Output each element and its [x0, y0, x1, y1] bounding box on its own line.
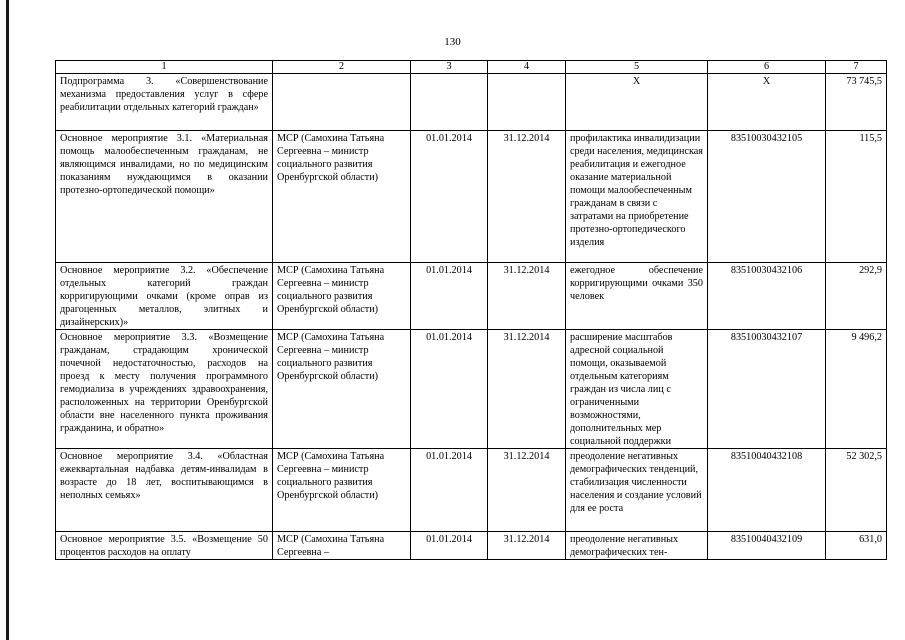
subprogram-row — [56, 74, 887, 131]
activity-budget-code: 83510030432105 — [708, 131, 826, 263]
table-header-row — [56, 61, 887, 74]
activity-executor: МСР (Самохина Татьяна Сергеевна – — [273, 532, 411, 560]
activity-amount: 631,0 — [826, 532, 887, 560]
activity-amount: 9 496,2 — [826, 330, 887, 449]
subprogram-end — [488, 74, 566, 131]
activity-name: Основное мероприятие 3.2. «Обеспечение отдельных категорий граждан корригирующими очками (кроме оправ из драгоценных металлов, элитных и дизайнерских)» — [56, 263, 273, 330]
activity-name: Основное мероприятие 3.1. «Материальная помощь малообеспеченным гражданам, не являющимся инвалидами, но по медицинским показаниям нуждающимся в оказании протезно-ортопедической помощи» — [56, 131, 273, 263]
activity-name: Основное мероприятие 3.3. «Возмещение гражданам, страдающим хронической почечной недостаточностью, расходов на проезд к месту получения программного гемодиализа в учреждениях здравоохранения, расположенных на территории Оренбургской области вне населенного пункта проживания гражданина, и обратно» — [56, 330, 273, 449]
header-cell-6: 6 — [708, 61, 826, 74]
header-cell-2: 2 — [273, 61, 411, 74]
header-cell-7: 7 — [826, 61, 887, 74]
activity-start-date: 01.01.2014 — [411, 263, 488, 330]
activity-executor: МСР (Самохина Татьяна Сергеевна – министр социального развития Оренбургской области) — [273, 263, 411, 330]
activity-budget-code: 83510030432106 — [708, 263, 826, 330]
header-cell-5: 5 — [566, 61, 708, 74]
activity-result: преодоление негативных демографических тенденций, стабилизация численности населения и создание условий для ее роста — [566, 449, 708, 532]
activity-result: профилактика инвалидизации среди населения, медицинская реабилитация и ежегодное оказание материальной помощи малообеспеченным гражданам в связи с затратами на приобретение протезно-ортопедического изделия — [566, 131, 708, 263]
budget-table — [55, 60, 887, 560]
subprogram-executor — [273, 74, 411, 131]
activity-executor: МСР (Самохина Татьяна Сергеевна – министр социального развития Оренбургской области) — [273, 449, 411, 532]
activity-end-date: 31.12.2014 — [488, 263, 566, 330]
subprogram-start — [411, 74, 488, 131]
activity-end-date: 31.12.2014 — [488, 532, 566, 560]
subprogram-amount: 73 745,5 — [826, 74, 887, 131]
activity-amount: 115,5 — [826, 131, 887, 263]
activity-result: преодоление негативных демографических тен- — [566, 532, 708, 560]
table-row — [56, 330, 887, 449]
activity-start-date: 01.01.2014 — [411, 131, 488, 263]
activity-start-date: 01.01.2014 — [411, 532, 488, 560]
activity-end-date: 31.12.2014 — [488, 330, 566, 449]
activity-name: Основное мероприятие 3.5. «Возмещение 50 процентов расходов на оплату — [56, 532, 273, 560]
subprogram-name: Подпрограмма 3. «Совершенствование механизма предоставления услуг в сфере реабилитации отдельных категорий граждан» — [56, 74, 273, 131]
subprogram-col5-mark: X — [566, 74, 708, 131]
header-cell-3: 3 — [411, 61, 488, 74]
activity-end-date: 31.12.2014 — [488, 131, 566, 263]
table-row — [56, 532, 887, 560]
activity-result: расширение масштабов адресной социальной помощи, оказываемой отдельным категориям граждан из числа лиц с ограниченными возможностями, дополнительных мер социальной поддержки — [566, 330, 708, 449]
page-number: 130 — [444, 36, 461, 48]
activity-budget-code: 83510040432108 — [708, 449, 826, 532]
activity-result: ежегодное обеспечение корригирующими очками 350 человек — [566, 263, 708, 330]
table-row — [56, 263, 887, 330]
header-cell-4: 4 — [488, 61, 566, 74]
activity-executor: МСР (Самохина Татьяна Сергеевна – министр социального развития Оренбургской области) — [273, 131, 411, 263]
activity-executor: МСР (Самохина Татьяна Сергеевна – министр социального развития Оренбургской области) — [273, 330, 411, 449]
table-row — [56, 449, 887, 532]
scan-edge-bar — [6, 0, 9, 640]
activity-budget-code: 83510040432109 — [708, 532, 826, 560]
table-row — [56, 131, 887, 263]
activity-budget-code: 83510030432107 — [708, 330, 826, 449]
header-cell-1: 1 — [56, 61, 273, 74]
activity-amount: 292,9 — [826, 263, 887, 330]
activity-end-date: 31.12.2014 — [488, 449, 566, 532]
subprogram-col6-mark: X — [708, 74, 826, 131]
activity-start-date: 01.01.2014 — [411, 449, 488, 532]
activity-name: Основное мероприятие 3.4. «Областная ежеквартальная надбавка детям-инвалидам в возрасте до 18 лет, воспитывающимся в неполных семьях» — [56, 449, 273, 532]
activity-amount: 52 302,5 — [826, 449, 887, 532]
activity-start-date: 01.01.2014 — [411, 330, 488, 449]
